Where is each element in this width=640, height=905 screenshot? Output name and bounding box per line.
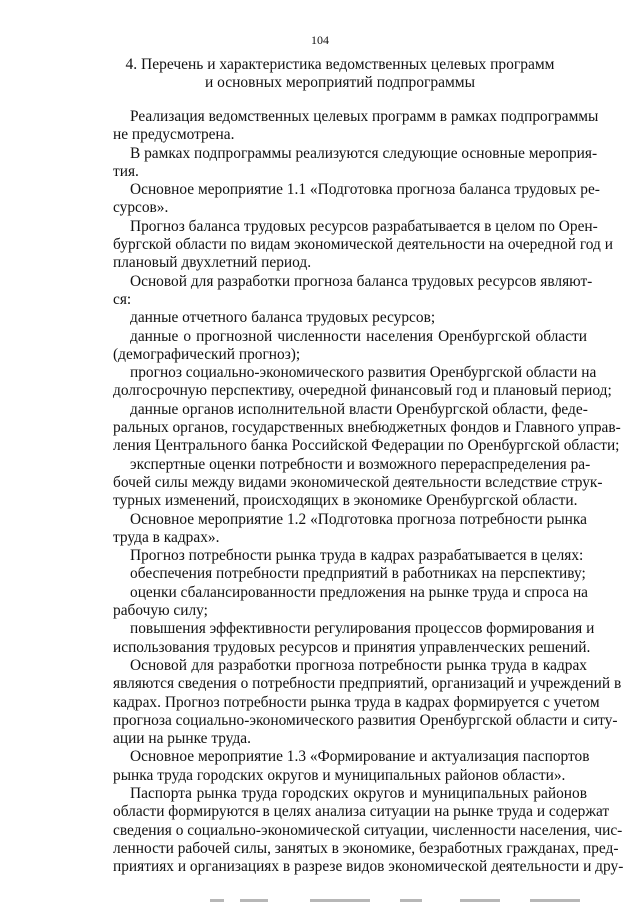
paragraph: [113, 584, 587, 621]
page-number: 104: [311, 33, 329, 47]
text-line: оценки сбалансированности предложения на рынке труда и спроса на: [130, 583, 589, 601]
text-line: турных изменений, происходящих в экономике Оренбургской области.: [113, 492, 578, 510]
text-line: ленности рабочей силы, занятых в экономике, безработных гражданах, пред-: [113, 839, 619, 857]
text-line: данные о прогнозной численности населения Оренбургской области: [130, 327, 587, 345]
paragraph: [113, 144, 598, 182]
text-line: прогноз социально-экономического развития Оренбургской области на: [130, 364, 597, 382]
text-line: рынка труда городских округов и муниципальных районов области».: [113, 766, 566, 784]
text-line: приятиях и организациях в разрезе видов экономической деятельности и дру-: [113, 858, 624, 876]
text-line: области формируются в целях анализа ситуации на рынке труда и содержат: [113, 803, 610, 821]
paragraph: [113, 620, 595, 657]
text-line: бочей силы между видами экономической деятельности вследствие струк-: [113, 473, 603, 491]
paragraph: [113, 328, 587, 365]
paragraph: [113, 455, 603, 511]
text-line: Основное мероприятие 1.2 «Подготовка прогноза потребности рынка: [130, 510, 587, 528]
text-line: данные органов исполнительной власти Оренбургской области, феде-: [130, 400, 588, 418]
text-line: ации на рынке труда.: [113, 730, 251, 748]
section-heading-line-1: 4. Перечень и характеристика ведомственных целевых программ: [125, 56, 555, 73]
text-line: Основой для разработки прогноза потребности рынка труда в кадрах: [130, 656, 587, 674]
paragraph: [113, 181, 600, 218]
paragraph: [113, 309, 587, 327]
text-line: ления Центрального банка Российской Федерации по Оренбургской области;: [113, 437, 620, 455]
text-line: Основное мероприятие 1.1 «Подготовка прогноза баланса трудовых ре-: [130, 181, 600, 199]
paragraph: [113, 656, 622, 748]
paragraph: [113, 784, 624, 876]
paragraph: [113, 511, 587, 548]
text-line: кадрах. Прогноз потребности рынка труда в кадрах формируется с учетом: [113, 693, 600, 711]
text-line: Паспорта рынка труда городских округов и муниципальных районов: [130, 784, 587, 802]
paragraph: [113, 272, 593, 310]
text-line: бургской области по видам экономической деятельности на очередной год и: [113, 236, 613, 254]
text-line: использования трудовых ресурсов и принятия управленческих решений.: [113, 638, 591, 656]
text-line: тия.: [113, 162, 139, 180]
text-line: Прогноз баланса трудовых ресурсов разрабатывается в целом по Орен-: [130, 217, 598, 235]
text-line: Основой для разработки прогноза баланса трудовых ресурсов являют-: [130, 272, 593, 290]
text-line: Прогноз потребности рынка труда в кадрах разрабатывается в целях:: [130, 547, 584, 565]
paragraph: [113, 400, 621, 456]
text-line: труда в кадрах».: [113, 528, 220, 546]
text-line: не предусмотрена.: [113, 126, 235, 144]
text-line: Реализация ведомственных целевых программ в рамках подпрограммы: [130, 108, 599, 125]
text-line: экспертные оценки потребности и возможного перераспределения ра-: [130, 455, 591, 473]
text-line: Основное мероприятие 1.3 «Формирование и актуализация паспортов: [130, 748, 590, 766]
text-line: повышения эффективности регулирования процессов формирования и: [130, 620, 595, 638]
text-line: плановый двухлетний период.: [113, 254, 312, 272]
paragraph: [113, 364, 612, 401]
text-line: сведения о социально-экономической ситуации, численности населения, чис-: [113, 821, 623, 839]
paragraph: [113, 565, 587, 583]
paragraph: [113, 108, 599, 145]
text-line: сурсов».: [113, 199, 169, 217]
paragraph: [113, 748, 590, 785]
text-line: данные отчетного баланса трудовых ресурсов;: [130, 309, 436, 327]
text-line: (демографический прогноз);: [113, 345, 301, 363]
paragraph: [113, 547, 587, 565]
section-heading: [90, 56, 590, 92]
text-line: ся:: [113, 290, 132, 308]
text-line: являются сведения о потребности предприятий, организаций и учреждений в: [113, 675, 622, 693]
body-text: [113, 108, 624, 876]
paragraph: [113, 217, 613, 273]
scan-bottom-edge: [200, 897, 620, 905]
section-heading-line-2: и основных мероприятий подпрограммы: [204, 74, 476, 91]
text-line: рабочую силу;: [113, 602, 208, 620]
text-line: обеспечения потребности предприятий в работниках на перспективу;: [130, 565, 586, 583]
text-line: В рамках подпрограммы реализуются следующие основные мероприя-: [130, 144, 598, 162]
text-line: ральных органов, государственных внебюджетных фондов и Главного управ-: [113, 419, 621, 437]
text-line: долгосрочную перспективу, очередной финансовый год и плановый период;: [113, 382, 612, 400]
text-line: прогноза социально-экономического развития Оренбургской области и ситу-: [113, 711, 618, 729]
